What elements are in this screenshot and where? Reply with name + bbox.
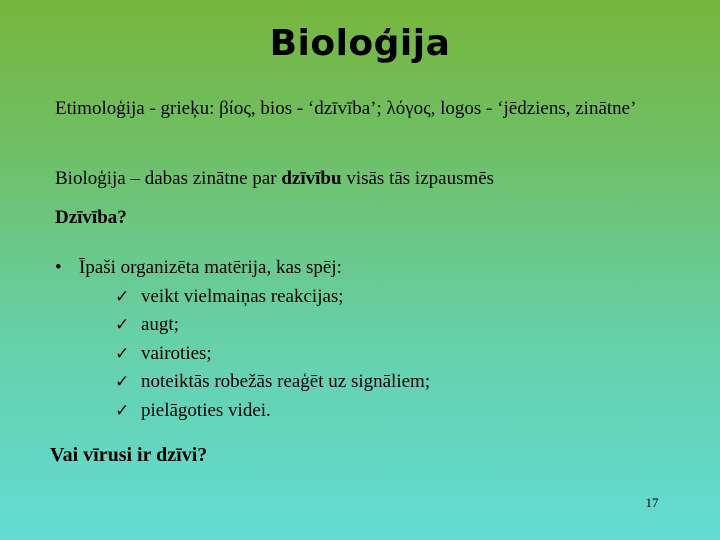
bullet-list: [55, 254, 430, 425]
checklist-item: [115, 340, 430, 369]
checklist-item: [115, 397, 430, 426]
checklist-item: [115, 283, 430, 312]
definition-bold: dzīvību: [281, 168, 342, 189]
property-checklist: [55, 283, 430, 426]
bullet-item: [55, 254, 430, 283]
virus-question: Vai vīrusi ir dzīvi?: [50, 444, 208, 466]
checklist-item-text: veikt vielmaiņas reakcijas;: [141, 285, 344, 307]
slide-title: Bioloģija: [269, 23, 451, 64]
checklist-item: [115, 368, 430, 397]
checkmark-icon: ✓: [115, 400, 130, 421]
checkmark-icon: ✓: [115, 286, 130, 307]
bullet-text: Īpaši organizēta matērija, kas spēj:: [79, 257, 342, 278]
checklist-item-text: noteiktās robežās reaģēt uz signāliem;: [141, 371, 431, 392]
checkmark-icon: ✓: [115, 372, 130, 392]
checkmark-icon: ✓: [115, 343, 130, 364]
checklist-item-text: vairoties;: [141, 342, 212, 364]
definition-suffix: visās tās izpausmēs: [341, 168, 495, 189]
checklist-item: [115, 311, 430, 340]
etymology-text: Etimoloģija - grieķu: βίος, bios - ‘dzīvība’; λόγος, logos - ‘jēdziens, zinātne’: [55, 98, 637, 119]
checklist-item-text: pielāgoties videi.: [141, 399, 271, 421]
life-question: Dzīvība?: [55, 207, 127, 228]
bullet-dot-icon: •: [55, 257, 62, 278]
page-number: 17: [645, 495, 659, 510]
checklist-item-text: augt;: [141, 314, 179, 335]
definition-prefix: Bioloģija – dabas zinātne par: [55, 168, 282, 189]
checkmark-icon: ✓: [115, 315, 130, 335]
definition-text: [55, 166, 494, 192]
